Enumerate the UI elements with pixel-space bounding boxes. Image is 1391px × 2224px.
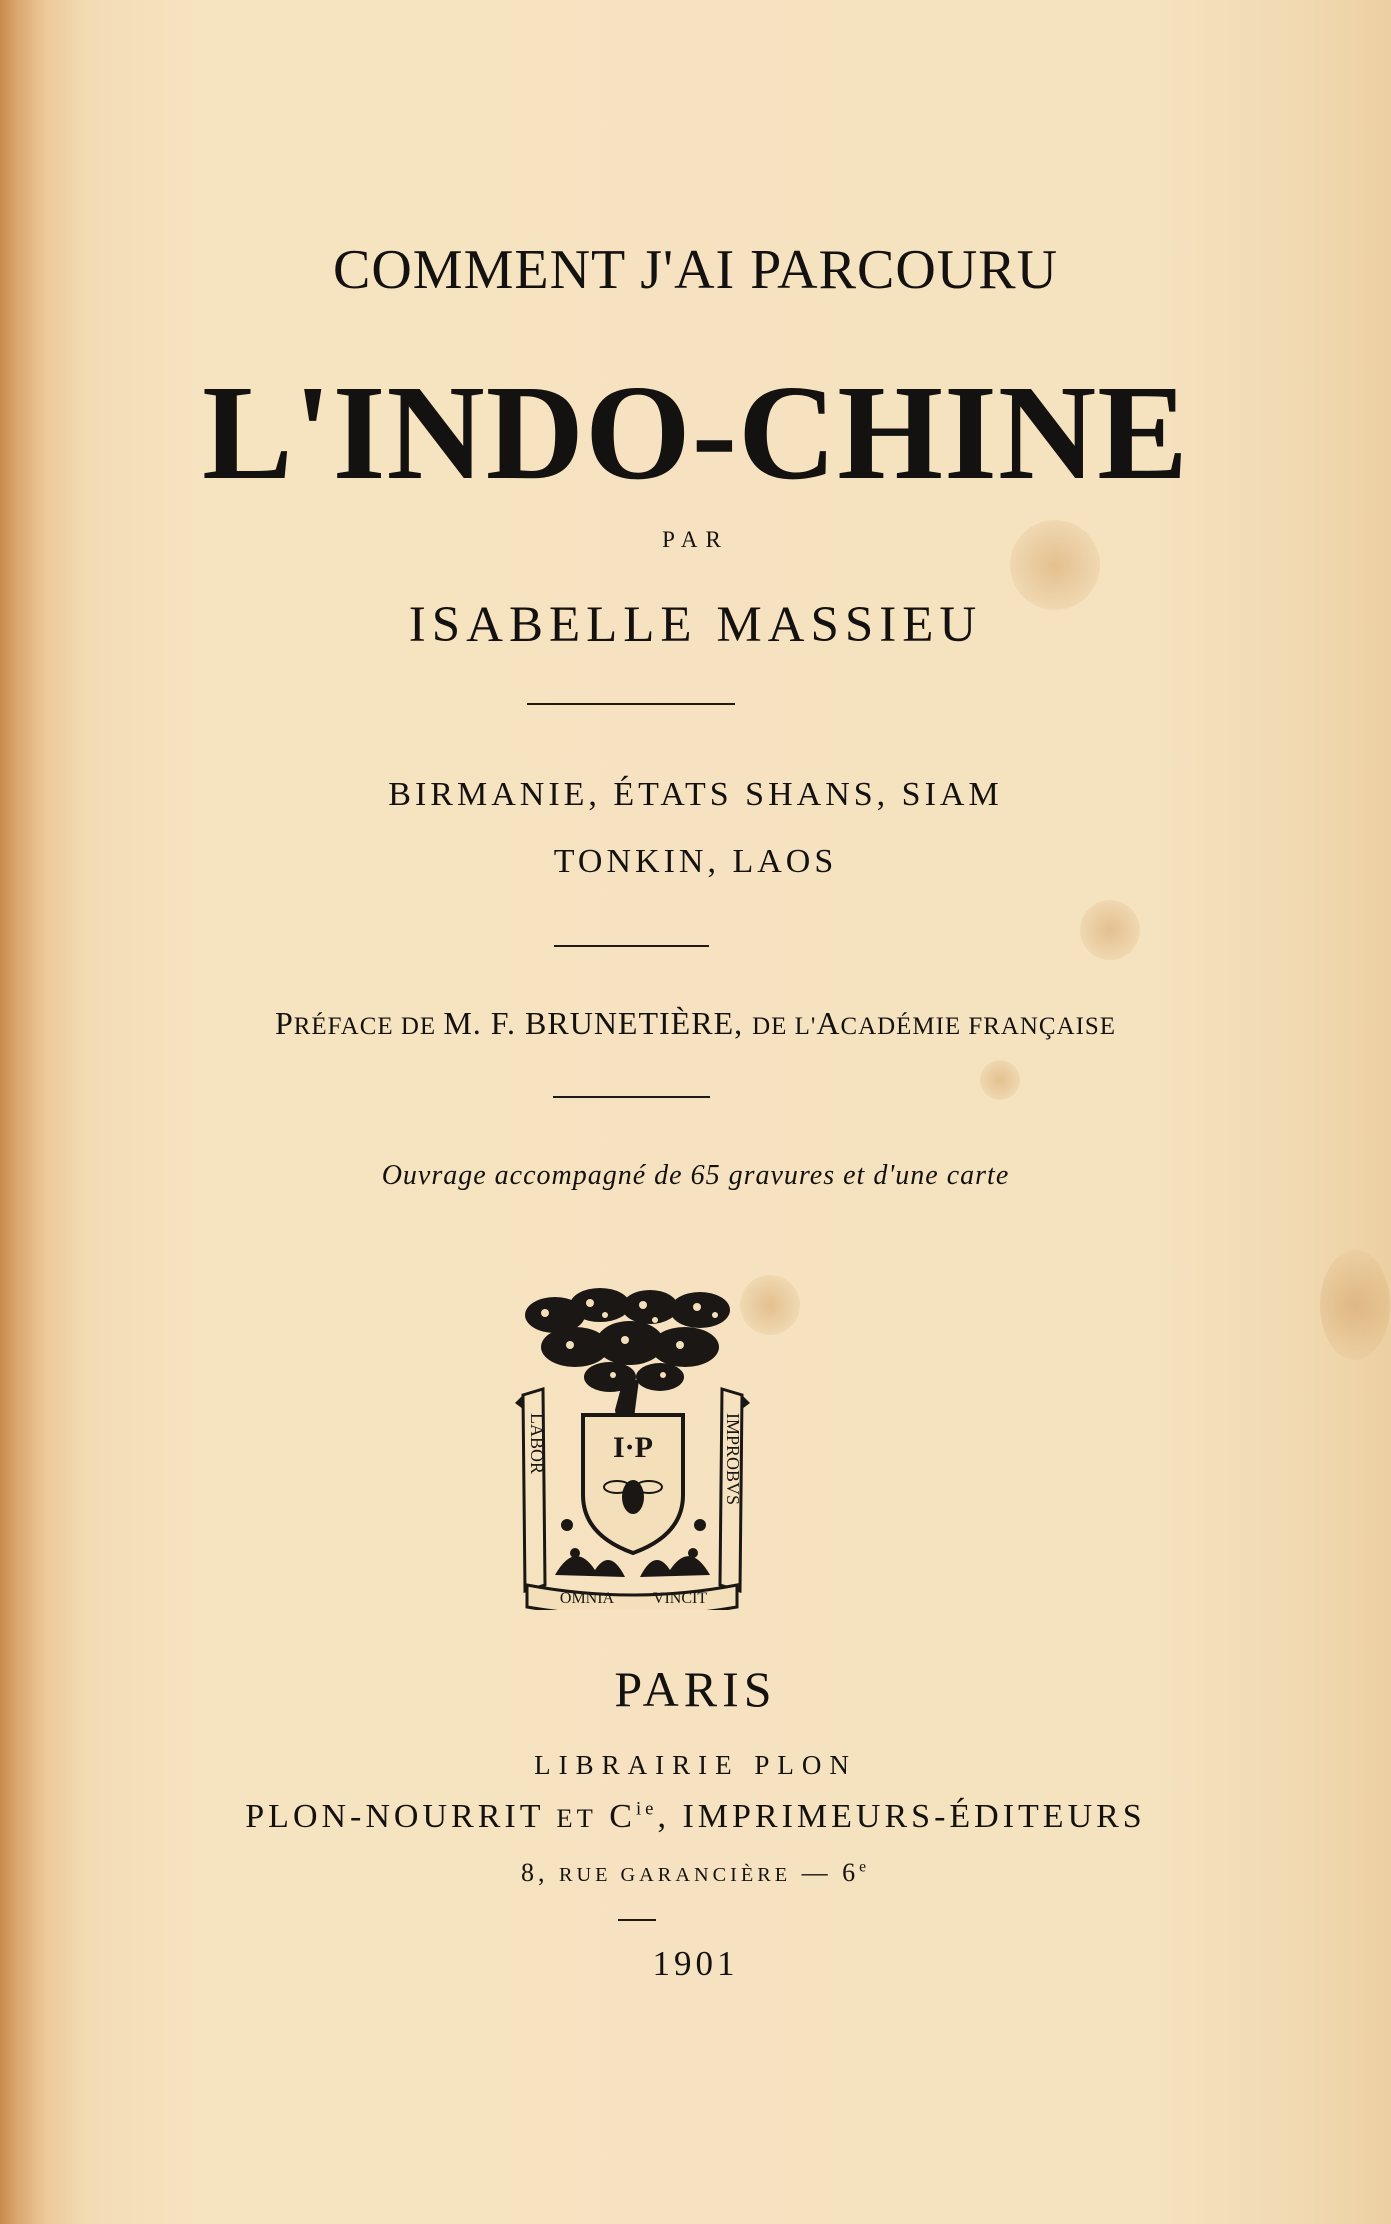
svg-text:I·P: I·P — [612, 1431, 654, 1464]
illustrations-note: Ouvrage accompagné de 65 gravures et d'une carte — [381, 1160, 1010, 1191]
regions-line-2: TONKIN, LAOS — [553, 843, 838, 880]
svg-text:IMPROBVS: IMPROBVS — [723, 1413, 743, 1506]
printers-mark-emblem — [515, 1285, 750, 1610]
imprint-printers: PLON-NOURRIT ET $C^{ie}$, IMPRIMEURS-ÉDITEURS — [245, 1798, 1146, 1835]
title-prefix: COMMENT J'AI PARCOURU — [332, 239, 1059, 301]
regions-line-1: BIRMANIE, ÉTATS SHANS, SIAM — [388, 776, 1003, 813]
divider-rule — [618, 1919, 656, 1921]
imprint-address: 8, RUE GARANCIÈRE — 6e — [520, 1858, 871, 1887]
imprint-publisher: LIBRAIRIE PLON — [534, 1750, 857, 1780]
author-name: ISABELLE MASSIEU — [408, 597, 983, 653]
foxing-stain — [980, 1060, 1020, 1100]
svg-text:OMNIA: OMNIA — [559, 1590, 615, 1607]
divider-rule — [553, 1096, 710, 1098]
imprint-year: 1901 — [652, 1944, 739, 1983]
svg-text:LABOR: LABOR — [527, 1413, 547, 1475]
imprint-city: PARIS — [614, 1661, 777, 1717]
divider-rule — [554, 945, 709, 947]
divider-rule — [527, 703, 735, 705]
preface-credit: PRÉFACE DE M. F. BRUNETIÈRE, DE L'ACADÉMIE FRANÇAISE — [274, 1005, 1117, 1041]
by-line: PAR — [662, 527, 729, 552]
foxing-stain — [1320, 1250, 1390, 1360]
foxing-stain — [1080, 900, 1140, 960]
svg-text:VINCIT: VINCIT — [652, 1590, 708, 1607]
main-title: L'INDO-CHINE — [202, 358, 1189, 508]
